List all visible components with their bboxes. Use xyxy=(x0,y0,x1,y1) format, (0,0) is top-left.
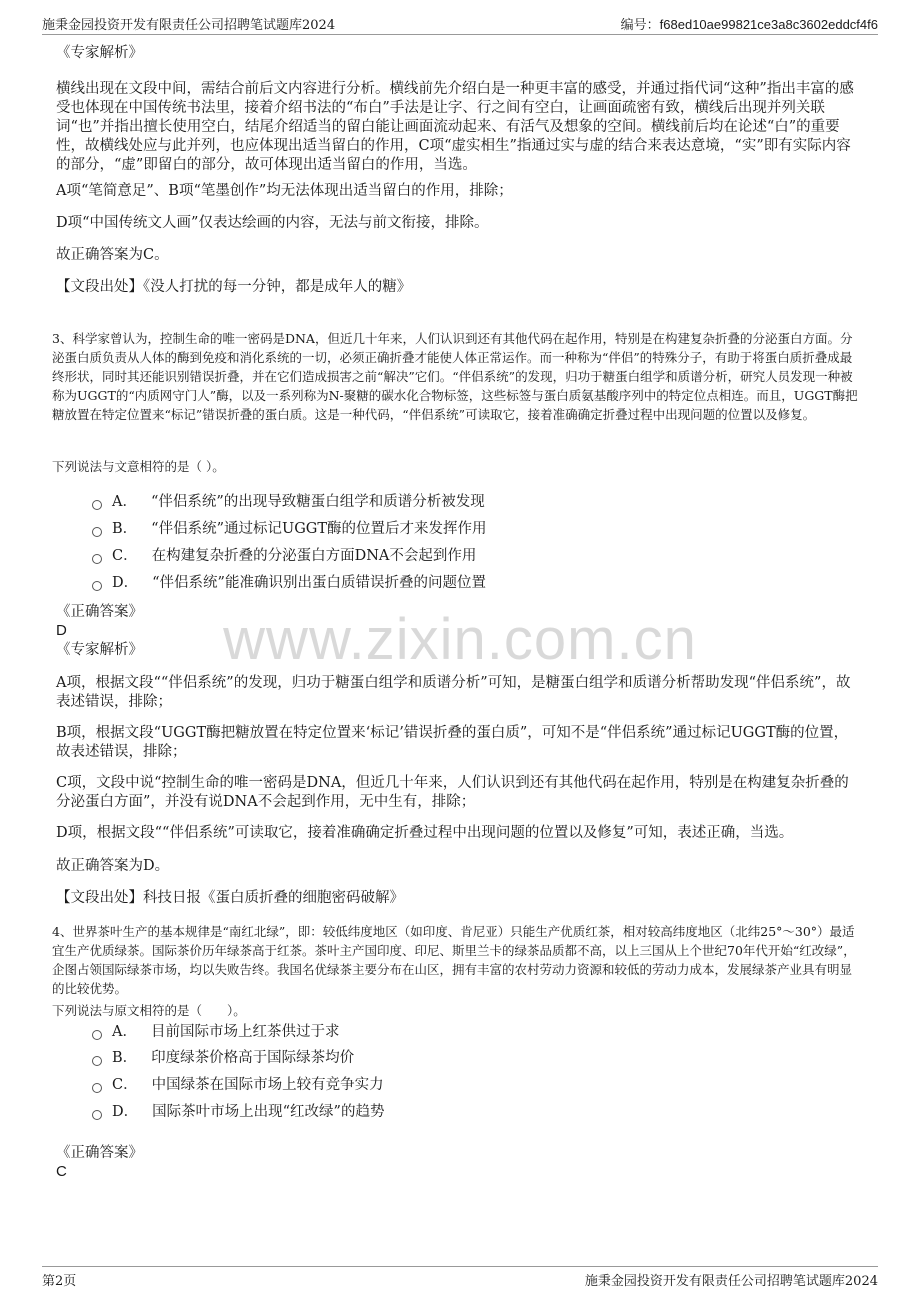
option-text: 国际茶叶市场上出现“红改绿”的趋势 xyxy=(152,1104,385,1120)
q3-answer: D xyxy=(56,622,67,639)
q2-expert-title: 《专家解析》 xyxy=(56,45,143,61)
q3-option-a-note: A项，根据文段““伴侣系统”的发现，归功于糖蛋白组学和质谱分析”可知，是糖蛋白组学和质谱分析帮助发现“伴侣系统”，故表述错误，排除； xyxy=(56,675,851,710)
q3-expert-title: 《专家解析》 xyxy=(56,642,143,658)
option-text: “伴侣系统”的出现导致糖蛋白组学和质谱分析被发现 xyxy=(150,494,485,510)
q4-answer-title: 《正确答案》 xyxy=(56,1145,143,1161)
header-title: 施秉金园投资开发有限责任公司招聘笔试题库2024 xyxy=(42,17,336,33)
option-text: 目前国际市场上红茶供过于求 xyxy=(150,1024,340,1040)
option-text: 在构建复杂折叠的分泌蛋白方面DNA不会起到作用 xyxy=(151,548,477,564)
q2-option-d-note: D项“中国传统文人画”仅表达绘画的内容，无法与前文衔接，排除。 xyxy=(56,215,489,231)
q3-option-c[interactable] xyxy=(92,546,476,566)
option-letter: C． xyxy=(112,1077,138,1093)
footer-title: 施秉金园投资开发有限责任公司招聘笔试题库2024 xyxy=(584,1273,878,1289)
radio-icon[interactable] xyxy=(92,1083,102,1093)
q4-passage: 4、世界茶叶生产的基本规律是“南红北绿”，即：较低纬度地区（如印度、肯尼亚）只能生产优质红茶，相对较高纬度地区（北纬25°～30°）最适宜生产优质绿茶。国际茶价历年绿茶高于红茶。茶叶主产国印度、印尼、斯里兰卡的绿茶品质都不高，以上三国从上个世纪70年代开始“红改绿”，企图占领国际绿茶市场，均以失败告终。我国名优绿茶主要分布在山区，拥有丰富的农村劳动力资源和较低的劳动力成本，发展绿茶产业具有明显的比较优势。 xyxy=(52,924,856,996)
q3-final-answer: 故正确答案为D。 xyxy=(56,858,170,874)
page-number: 第2页 xyxy=(42,1273,77,1289)
q3-question: 下列说法与文意相符的是（ ）。 xyxy=(52,459,225,474)
q3-source: 【文段出处】科技日报《蛋白质折叠的细胞密码破解》 xyxy=(56,890,404,906)
q3-option-c-note: C项，文段中说“控制生命的唯一密码是DNA，但近几十年来，人们认识到还有其他代码在起作用，特别是在构建复杂折叠的分泌蛋白方面”，并没有说DNA不会起到作用，无中生有，排除； xyxy=(56,775,849,810)
option-letter: A． xyxy=(112,1024,137,1040)
q4-option-b[interactable] xyxy=(92,1048,354,1068)
q4-option-a[interactable] xyxy=(92,1022,339,1042)
option-text: 中国绿茶在国际市场上较有竞争实力 xyxy=(151,1077,384,1093)
q4-answer: C xyxy=(56,1163,67,1180)
option-letter: B． xyxy=(112,1050,138,1066)
watermark: www.zixin.com.cn xyxy=(223,607,697,672)
radio-icon[interactable] xyxy=(92,581,102,591)
q3-option-b[interactable] xyxy=(92,519,487,539)
radio-icon[interactable] xyxy=(92,500,102,510)
document-id: 编号：f68ed10ae99821ce3a8c3602eddcf4f6 xyxy=(620,16,878,32)
q3-passage: 3、科学家曾认为，控制生命的唯一密码是DNA，但近几十年来，人们认识到还有其他代码在起作用，特别是在构建复杂折叠的分泌蛋白方面。分泌蛋白质负责从人体的酶到免疫和消化系统的一切，必须正确折叠才能使人体正常运作。而一种称为“伴侣”的特殊分子，有助于将蛋白质折叠成最终形状，同时其还能识别错误折叠，并在它们造成损害之前“解决”它们。“伴侣系统”的发现，归功于糖蛋白组学和质谱分析，研究人员发现一种被称为UGGT的“内质网守门人”酶，以及一系列称为N-聚糖的碳水化合物标签，这些标签与蛋白质氨基酸序列中的特定位点相连。而且，UGGT酶把糖放置在特定位置来“标记”错误折叠的蛋白质。这是一种代码，“伴侣系统”可读取它，接着准确确定折叠过程中出现问题的位置以及修复。 xyxy=(52,331,858,422)
q3-option-d[interactable] xyxy=(92,573,486,593)
radio-icon[interactable] xyxy=(92,1110,102,1120)
q4-option-d[interactable] xyxy=(92,1102,384,1122)
radio-icon[interactable] xyxy=(92,1056,102,1066)
option-letter: C． xyxy=(112,548,138,564)
q4-question: 下列说法与原文相符的是（ ）。 xyxy=(52,1003,246,1018)
option-letter: A． xyxy=(112,494,137,510)
radio-icon[interactable] xyxy=(92,1030,102,1040)
option-letter: B． xyxy=(112,521,138,537)
q2-final-answer: 故正确答案为C。 xyxy=(56,247,169,263)
q2-analysis: 横线出现在文段中间，需结合前后文内容进行分析。横线前先介绍白是一种更丰富的感受，并通过指代词“这种”指出丰富的感受也体现在中国传统书法里，接着介绍书法的“布白”手法是让字、行之间有空白，让画面疏密有致，横线后出现并列关联词“也”并指出擅长使用空白，结尾介绍适当的留白能让画面流动起来、有活气及想象的空间。横线前后均在论述“白”的重要性，故横线处应与此并列，也应体现出适当留白的作用，C项“虚实相生”指通过实与虚的结合来表达意境，“实”即有实际内容的部分，“虚”即留白的部分，故可体现出适当留白的作用，当选。 xyxy=(56,81,854,173)
q3-option-a[interactable] xyxy=(92,492,485,512)
page-header xyxy=(42,12,878,35)
q2-source: 【文段出处】《没人打扰的每一分钟，都是成年人的糖》 xyxy=(56,279,412,295)
q3-option-b-note: B项，根据文段“UGGT酶把糖放置在特定位置来‘标记’错误折叠的蛋白质”，可知不是“伴侣系统”通过标记UGGT酶的位置，故表述错误，排除； xyxy=(56,725,849,760)
option-text: “伴侣系统”通过标记UGGT酶的位置后才来发挥作用 xyxy=(151,521,487,537)
q3-answer-title: 《正确答案》 xyxy=(56,604,143,620)
radio-icon[interactable] xyxy=(92,527,102,537)
option-letter: D． xyxy=(112,1104,139,1120)
q2-option-ab-note: A项“笔简意足”、B项“笔墨创作”均无法体现出适当留白的作用，排除； xyxy=(56,183,513,199)
option-text: 印度绿茶价格高于国际绿茶均价 xyxy=(151,1050,355,1066)
radio-icon[interactable] xyxy=(92,554,102,564)
q3-option-d-note: D项，根据文段““伴侣系统”可读取它，接着准确确定折叠过程中出现问题的位置以及修复”可知，表述正确，当选。 xyxy=(56,825,794,841)
q4-option-c[interactable] xyxy=(92,1075,384,1095)
option-text: “伴侣系统”能准确识别出蛋白质错误折叠的问题位置 xyxy=(152,575,486,591)
option-letter: D． xyxy=(112,575,139,591)
page-footer xyxy=(42,1266,878,1291)
